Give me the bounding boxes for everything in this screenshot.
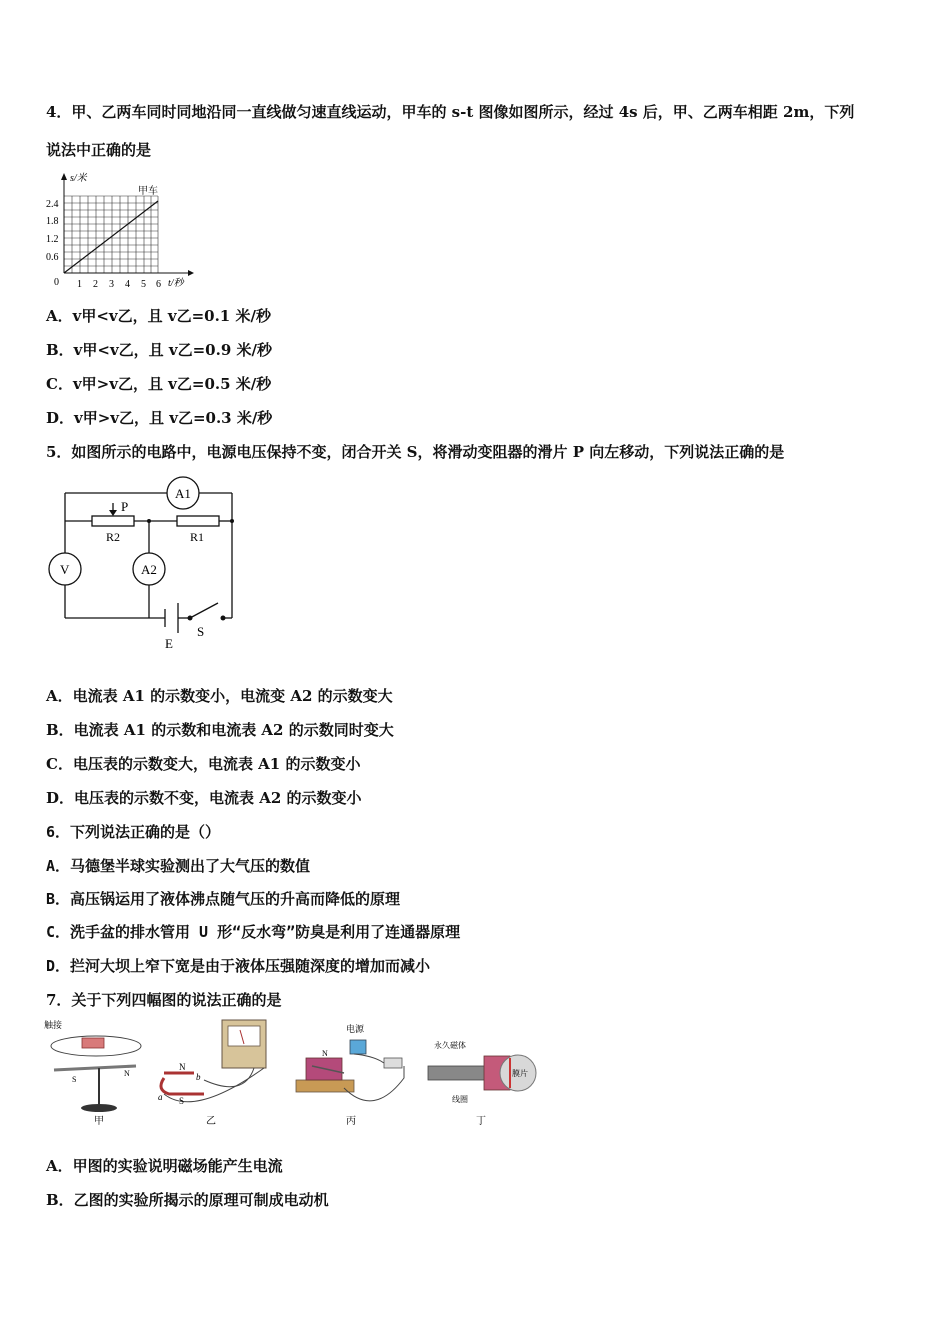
q7-yi-n: N bbox=[179, 1062, 186, 1072]
q4-st-graph bbox=[40, 170, 210, 295]
q6-option-a: A．马德堡半球实验测出了大气压的数值 bbox=[46, 857, 311, 875]
q7-bing-power: 电源 bbox=[346, 1024, 365, 1034]
q4-xtick: 1 bbox=[77, 279, 82, 290]
q7-ding-coil: 线圈 bbox=[452, 1095, 468, 1104]
q7-yi-b: b bbox=[196, 1072, 201, 1082]
q5-option-a: A．电流表 A1 的示数变小，电流变 A2 的示数变大 bbox=[46, 687, 393, 705]
q4-ytick: 1.2 bbox=[46, 234, 59, 245]
q5-slider-p: P bbox=[121, 499, 129, 514]
q4-option-c: C．v甲>v乙，且 v乙=0.5 米/秒 bbox=[46, 375, 272, 393]
q5-option-b: B．电流表 A1 的示数和电流表 A2 的示数同时变大 bbox=[46, 721, 394, 739]
q6-option-b: B．高压锅运用了液体沸点随气压的升高而降低的原理 bbox=[46, 890, 401, 908]
q7-option-a: A．甲图的实验说明磁场能产生电流 bbox=[46, 1157, 283, 1175]
q7-fig-bing bbox=[296, 1023, 404, 1127]
q6-option-c: C．洗手盆的排水管用 U 形“反水弯”防臭是利用了连通器原理 bbox=[46, 923, 461, 941]
q4-ytick: 2.4 bbox=[46, 199, 59, 210]
q7-yi-caption: 乙 bbox=[206, 1116, 216, 1127]
q4-xtick: 5 bbox=[141, 279, 146, 290]
q7-stem: 7．关于下列四幅图的说法正确的是 bbox=[46, 991, 282, 1009]
q7-four-figures bbox=[44, 1018, 544, 1130]
q7-jia-caption: 甲 bbox=[94, 1116, 104, 1127]
q7-fig-jia bbox=[44, 1019, 141, 1127]
q4-xtick: 6 bbox=[156, 279, 161, 290]
q7-ding-magnet: 永久磁体 bbox=[434, 1041, 466, 1050]
q4-xlabel: t/秒 bbox=[168, 278, 184, 289]
q7-ding-membrane: 膜片 bbox=[512, 1069, 528, 1078]
q4-line-label: 甲车 bbox=[138, 186, 158, 197]
q5-battery-e: E bbox=[165, 636, 173, 651]
q4-origin: 0 bbox=[54, 277, 59, 288]
q5-stem: 5．如图所示的电路中，电源电压保持不变，闭合开关 S，将滑动变阻器的滑片 P 向左移动，下列说法正确的是 bbox=[46, 443, 785, 461]
q4-stem-line1: 4．甲、乙两车同时同地沿同一直线做匀速直线运动，甲车的 s-t 图像如图所示，经过 4s 后，甲、乙两车相距 2m，下列 bbox=[46, 103, 855, 121]
q7-ding-caption: 丁 bbox=[476, 1116, 486, 1127]
q4-option-a: A．v甲<v乙，且 v乙=0.1 米/秒 bbox=[46, 307, 271, 325]
q5-option-d: D．电压表的示数不变，电流表 A2 的示数变小 bbox=[46, 789, 362, 807]
q7-bing-n: N bbox=[322, 1049, 328, 1058]
q7-fig-ding bbox=[428, 1040, 536, 1127]
q7-fig-yi bbox=[158, 1020, 266, 1127]
q4-xtick: 4 bbox=[125, 279, 130, 290]
q7-jia-n: N bbox=[124, 1069, 130, 1078]
q7-jia-touch: 触接 bbox=[44, 1020, 63, 1030]
q6-option-d: D．拦河大坝上窄下宽是由于液体压强随深度的增加而减小 bbox=[46, 957, 431, 975]
q4-ytick: 0.6 bbox=[46, 252, 59, 263]
q7-bing-caption: 丙 bbox=[346, 1116, 356, 1127]
q5-ammeter-a2: A2 bbox=[141, 562, 157, 577]
q4-ylabel: s/米 bbox=[70, 173, 87, 184]
q5-r1-label: R1 bbox=[190, 530, 205, 544]
q6-stem: 6．下列说法正确的是（） bbox=[46, 823, 221, 841]
q7-jia-s: S bbox=[72, 1075, 77, 1084]
q4-stem-line2: 说法中正确的是 bbox=[46, 141, 152, 159]
q5-circuit-diagram bbox=[40, 475, 250, 655]
q7-yi-a: a bbox=[158, 1092, 163, 1102]
q4-ytick: 1.8 bbox=[46, 216, 59, 227]
q5-r2-label: R2 bbox=[106, 530, 121, 544]
q4-option-b: B．v甲<v乙，且 v乙=0.9 米/秒 bbox=[46, 341, 272, 359]
q5-switch-s: S bbox=[197, 624, 205, 639]
q4-xtick: 2 bbox=[93, 279, 98, 290]
q4-option-d: D．v甲>v乙，且 v乙=0.3 米/秒 bbox=[46, 409, 273, 427]
q5-option-c: C．电压表的示数变大，电流表 A1 的示数变小 bbox=[46, 755, 361, 773]
q7-yi-s: S bbox=[179, 1096, 185, 1106]
q4-xtick: 3 bbox=[109, 279, 114, 290]
q5-ammeter-a1: A1 bbox=[175, 486, 191, 501]
q5-voltmeter: V bbox=[60, 562, 70, 577]
q7-option-b: B．乙图的实验所揭示的原理可制成电动机 bbox=[46, 1191, 329, 1209]
